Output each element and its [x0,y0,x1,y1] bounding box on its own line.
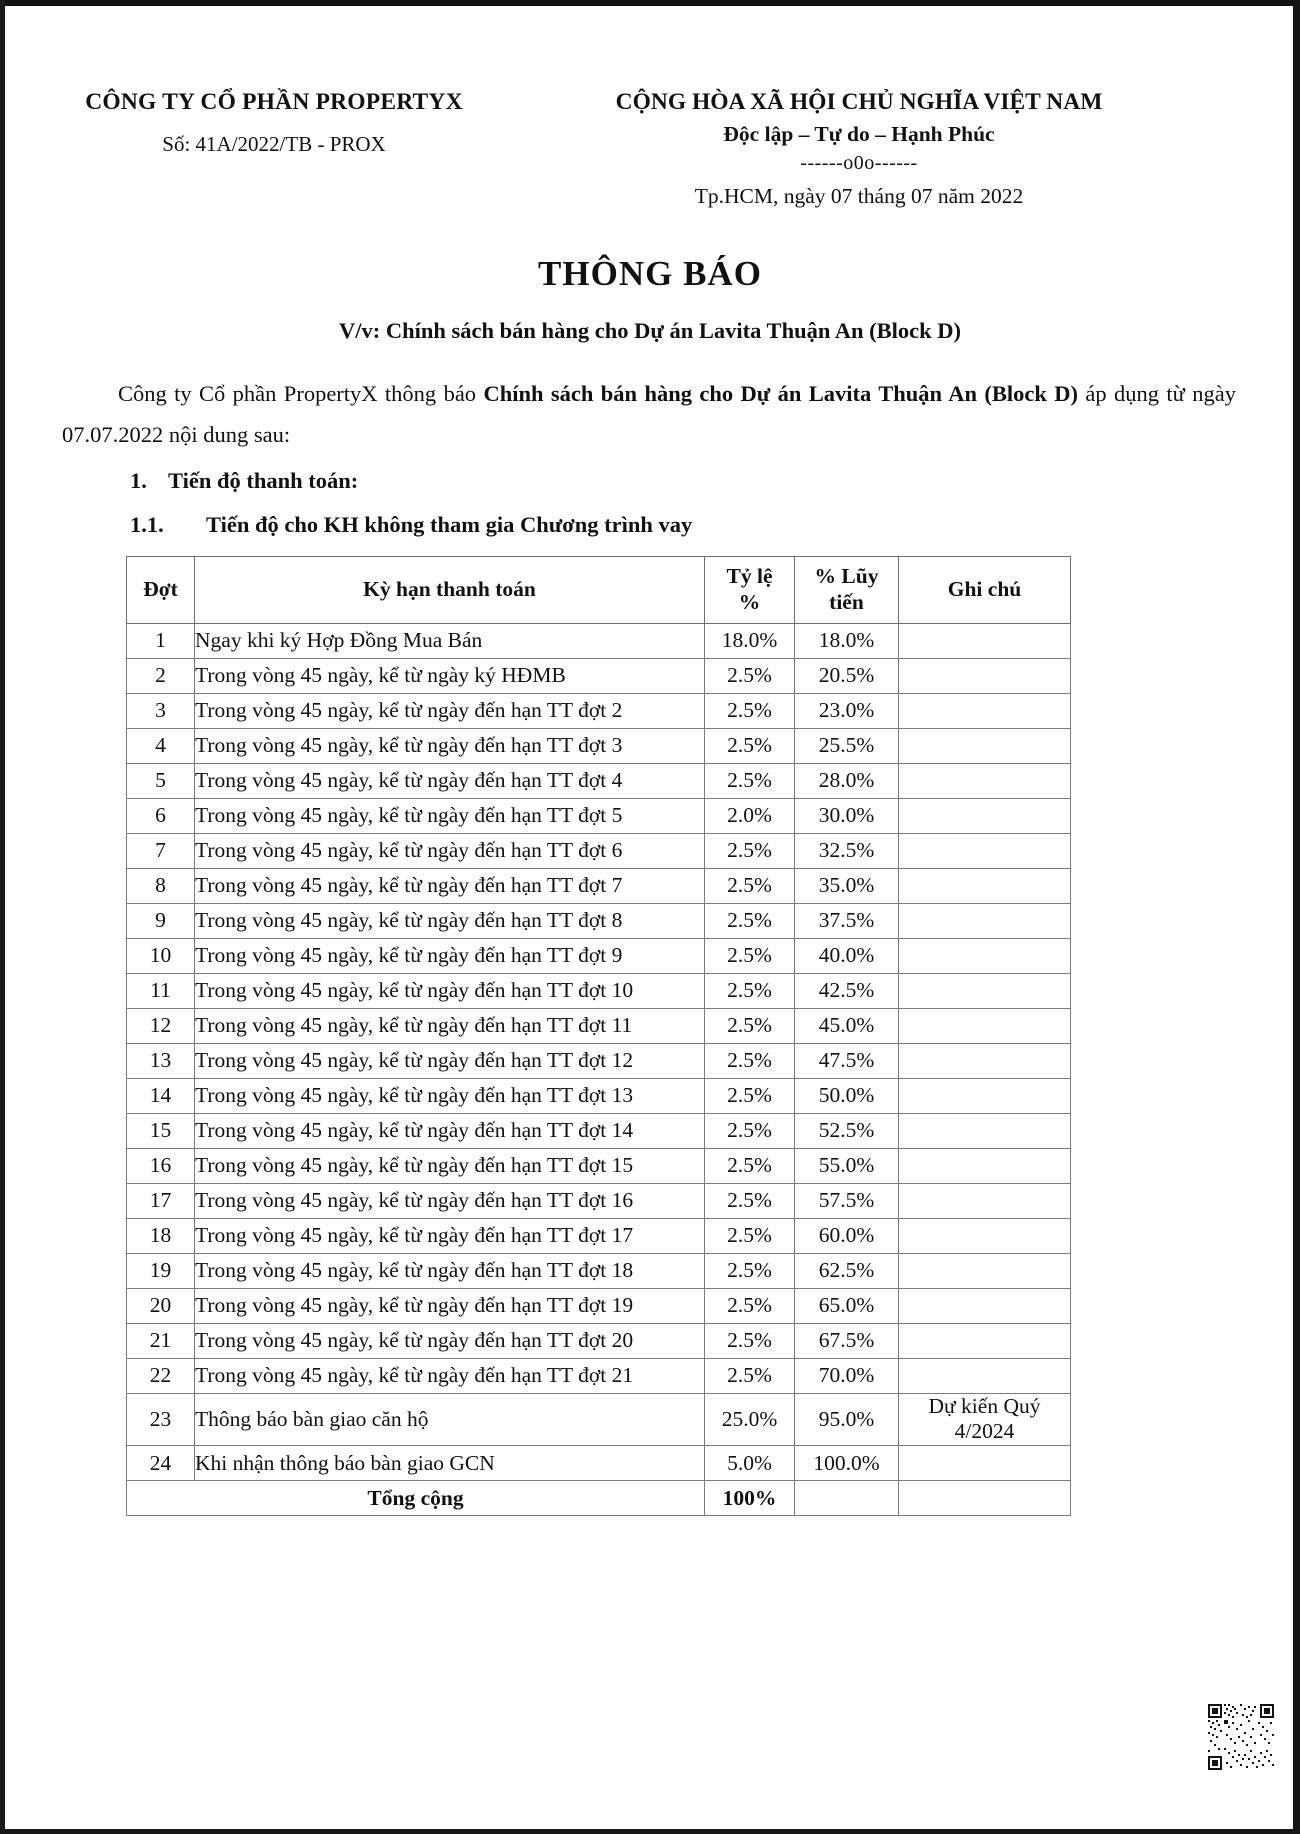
cell-dot: 6 [127,798,195,833]
cell-term: Trong vòng 45 ngày, kể từ ngày đến hạn TT đợt 10 [195,973,705,1008]
cell-term: Trong vòng 45 ngày, kể từ ngày đến hạn TT đợt 4 [195,763,705,798]
table-row [127,1008,1071,1043]
cell-note [899,1078,1071,1113]
cell-term: Trong vòng 45 ngày, kể từ ngày đến hạn TT đợt 6 [195,833,705,868]
cell-cumulative: 47.5% [795,1043,899,1078]
total-label: Tổng cộng [127,1481,705,1516]
cell-note [899,658,1071,693]
cell-cumulative: 30.0% [795,798,899,833]
cell-note: Dự kiến Quý 4/2024 [899,1393,1071,1446]
intro-text-part1: Công ty Cổ phần PropertyX thông báo [118,380,484,406]
cell-cumulative: 60.0% [795,1218,899,1253]
table-row [127,1113,1071,1148]
cell-term: Trong vòng 45 ngày, kể từ ngày đến hạn TT đợt 15 [195,1148,705,1183]
cell-term: Trong vòng 45 ngày, kể từ ngày đến hạn TT đợt 8 [195,903,705,938]
cell-note [899,798,1071,833]
cell-dot: 19 [127,1253,195,1288]
cell-dot: 23 [127,1393,195,1446]
payment-schedule-table [126,556,1071,1517]
cell-term: Trong vòng 45 ngày, kể từ ngày đến hạn TT đợt 21 [195,1358,705,1393]
cell-dot: 24 [127,1446,195,1481]
cell-rate: 2.0% [705,798,795,833]
table-row [127,1078,1071,1113]
table-row [127,798,1071,833]
cell-note [899,1043,1071,1078]
national-title: CỘNG HÒA XÃ HỘI CHỦ NGHĨA VIỆT NAM [615,89,1103,115]
cell-term: Trong vòng 45 ngày, kể từ ngày đến hạn TT đợt 5 [195,798,705,833]
cell-note [899,1183,1071,1218]
cell-cumulative: 52.5% [795,1113,899,1148]
cell-rate: 2.5% [705,1288,795,1323]
cell-term: Trong vòng 45 ngày, kể từ ngày đến hạn TT đợt 20 [195,1323,705,1358]
cell-cumulative: 50.0% [795,1078,899,1113]
cell-dot: 9 [127,903,195,938]
cell-cumulative: 35.0% [795,868,899,903]
cell-term: Trong vòng 45 ngày, kể từ ngày đến hạn TT đợt 14 [195,1113,705,1148]
section-1-1-label: Tiến độ cho KH không tham gia Chương trình vay [206,511,693,537]
cell-dot: 22 [127,1358,195,1393]
column-header-note: Ghi chú [899,556,1071,623]
total-note [899,1481,1071,1516]
table-row [127,1183,1071,1218]
cell-note [899,1288,1071,1323]
header-right-block [470,88,1300,210]
cell-term: Trong vòng 45 ngày, kể từ ngày đến hạn TT đợt 18 [195,1253,705,1288]
cell-dot: 3 [127,693,195,728]
cell-cumulative: 25.5% [795,728,899,763]
table-header-row [127,556,1071,623]
table-row [127,623,1071,658]
table-row [127,1393,1071,1446]
cell-note [899,1218,1071,1253]
table-body [127,623,1071,1516]
cell-term: Trong vòng 45 ngày, kể từ ngày đến hạn TT đợt 7 [195,868,705,903]
cell-term: Trong vòng 45 ngày, kể từ ngày đến hạn TT đợt 17 [195,1218,705,1253]
cell-cumulative: 45.0% [795,1008,899,1043]
cell-term: Trong vòng 45 ngày, kể từ ngày đến hạn TT đợt 19 [195,1288,705,1323]
cell-note [899,1446,1071,1481]
cell-note [899,763,1071,798]
cell-note [899,1008,1071,1043]
total-cumulative [795,1481,899,1516]
table-row [127,1218,1071,1253]
cell-cumulative: 37.5% [795,903,899,938]
header-left-block [0,88,470,159]
cell-rate: 2.5% [705,1078,795,1113]
table-row [127,1253,1071,1288]
cell-term: Trong vòng 45 ngày, kể từ ngày đến hạn TT đợt 3 [195,728,705,763]
table-row [127,1446,1071,1481]
cell-term: Trong vòng 45 ngày, kể từ ngày đến hạn TT đợt 13 [195,1078,705,1113]
cell-cumulative: 20.5% [795,658,899,693]
cell-note [899,938,1071,973]
cell-dot: 15 [127,1113,195,1148]
cell-note [899,973,1071,1008]
cell-cumulative: 23.0% [795,693,899,728]
cell-rate: 2.5% [705,693,795,728]
cell-rate: 18.0% [705,623,795,658]
cell-cumulative: 28.0% [795,763,899,798]
cell-rate: 2.5% [705,1358,795,1393]
cell-term: Thông báo bàn giao căn hộ [195,1393,705,1446]
qr-code-icon [1208,1704,1274,1770]
cell-rate: 2.5% [705,973,795,1008]
cell-dot: 11 [127,973,195,1008]
cell-note [899,868,1071,903]
cell-rate: 2.5% [705,1218,795,1253]
cell-note [899,1148,1071,1183]
section-heading-1 [130,468,1300,494]
cell-cumulative: 62.5% [795,1253,899,1288]
intro-paragraph [62,374,1236,456]
cell-rate: 2.5% [705,1148,795,1183]
payment-schedule-table-wrapper [126,556,1070,1517]
cell-rate: 2.5% [705,1043,795,1078]
column-header-cum-line1: % Lũy [814,564,879,589]
company-name: CÔNG TY CỔ PHẦN PROPERTYX [85,89,463,115]
cell-dot: 13 [127,1043,195,1078]
cell-dot: 1 [127,623,195,658]
cell-term: Trong vòng 45 ngày, kể từ ngày đến hạn TT đợt 2 [195,693,705,728]
total-rate: 100% [705,1481,795,1516]
cell-term: Trong vòng 45 ngày, kể từ ngày đến hạn TT đợt 12 [195,1043,705,1078]
cell-rate: 2.5% [705,658,795,693]
cell-dot: 10 [127,938,195,973]
table-row [127,658,1071,693]
table-row [127,938,1071,973]
cell-cumulative: 40.0% [795,938,899,973]
cell-rate: 2.5% [705,1183,795,1218]
cell-dot: 21 [127,1323,195,1358]
cell-cumulative: 18.0% [795,623,899,658]
cell-rate: 25.0% [705,1393,795,1446]
cell-dot: 5 [127,763,195,798]
cell-note [899,693,1071,728]
cell-cumulative: 67.5% [795,1323,899,1358]
column-header-cumulative [795,556,899,623]
table-row [127,728,1071,763]
document-header [0,0,1300,210]
cell-note [899,623,1071,658]
cell-note [899,833,1071,868]
place-and-date: Tp.HCM, ngày 07 tháng 07 năm 2022 [694,183,1024,208]
cell-cumulative: 55.0% [795,1148,899,1183]
cell-cumulative: 70.0% [795,1358,899,1393]
table-row [127,1043,1071,1078]
table-row [127,1358,1071,1393]
table-row [127,1148,1071,1183]
column-header-term: Kỳ hạn thanh toán [195,556,705,623]
cell-note [899,903,1071,938]
cell-cumulative: 95.0% [795,1393,899,1446]
table-row [127,903,1071,938]
column-header-rate-line1: Tỷ lệ [726,564,773,589]
section-1-number: 1. [130,467,147,493]
cell-rate: 2.5% [705,868,795,903]
table-row [127,763,1071,798]
cell-term: Khi nhận thông báo bàn giao GCN [195,1446,705,1481]
cell-cumulative: 65.0% [795,1288,899,1323]
cell-dot: 8 [127,868,195,903]
motto-separator: ------o0o------ [800,151,918,174]
section-1-1-number: 1.1. [130,511,164,537]
cell-dot: 7 [127,833,195,868]
cell-rate: 5.0% [705,1446,795,1481]
table-row [127,973,1071,1008]
cell-rate: 2.5% [705,1008,795,1043]
cell-note [899,1253,1071,1288]
cell-rate: 2.5% [705,938,795,973]
cell-term: Trong vòng 45 ngày, kể từ ngày đến hạn TT đợt 9 [195,938,705,973]
cell-rate: 2.5% [705,1253,795,1288]
cell-cumulative: 42.5% [795,973,899,1008]
cell-dot: 2 [127,658,195,693]
cell-note [899,1323,1071,1358]
intro-text-part2: áp dụng từ ngày 07.07.2022 nội dung sau: [62,380,1236,447]
cell-cumulative: 100.0% [795,1446,899,1481]
section-1-label: Tiến độ thanh toán: [168,467,359,493]
cell-dot: 4 [127,728,195,763]
column-header-dot: Đợt [127,556,195,623]
column-header-cum-line2: tiến [829,589,864,614]
cell-rate: 2.5% [705,1113,795,1148]
cell-term: Trong vòng 45 ngày, kể từ ngày đến hạn TT đợt 16 [195,1183,705,1218]
cell-dot: 17 [127,1183,195,1218]
table-head [127,556,1071,623]
cell-rate: 2.5% [705,903,795,938]
cell-term: Trong vòng 45 ngày, kể từ ngày ký HĐMB [195,658,705,693]
cell-cumulative: 57.5% [795,1183,899,1218]
cell-term: Trong vòng 45 ngày, kể từ ngày đến hạn TT đợt 11 [195,1008,705,1043]
section-heading-1-1 [130,512,1300,538]
cell-note [899,728,1071,763]
cell-rate: 2.5% [705,728,795,763]
cell-rate: 2.5% [705,1323,795,1358]
table-row [127,868,1071,903]
table-row [127,833,1071,868]
cell-dot: 20 [127,1288,195,1323]
cell-dot: 18 [127,1218,195,1253]
table-row [127,1323,1071,1358]
cell-note [899,1358,1071,1393]
document-subtitle: V/v: Chính sách bán hàng cho Dự án Lavita Thuận An (Block D) [338,317,961,343]
table-row [127,693,1071,728]
national-motto: Độc lập – Tự do – Hạnh Phúc [723,122,995,147]
document-title: THÔNG BÁO [538,253,762,293]
intro-text-bold: Chính sách bán hàng cho Dự án Lavita Thuận An (Block D) [483,380,1079,406]
cell-term: Ngay khi ký Hợp Đồng Mua Bán [195,623,705,658]
table-total-row [127,1481,1071,1516]
cell-dot: 12 [127,1008,195,1043]
cell-rate: 2.5% [705,763,795,798]
document-number: Số: 41A/2022/TB - PROX [162,132,386,157]
table-row [127,1288,1071,1323]
cell-dot: 14 [127,1078,195,1113]
column-header-rate-line2: % [738,589,761,614]
cell-cumulative: 32.5% [795,833,899,868]
cell-note [899,1113,1071,1148]
cell-rate: 2.5% [705,833,795,868]
cell-dot: 16 [127,1148,195,1183]
column-header-rate [705,556,795,623]
scan-edge-bottom [0,1829,1300,1834]
